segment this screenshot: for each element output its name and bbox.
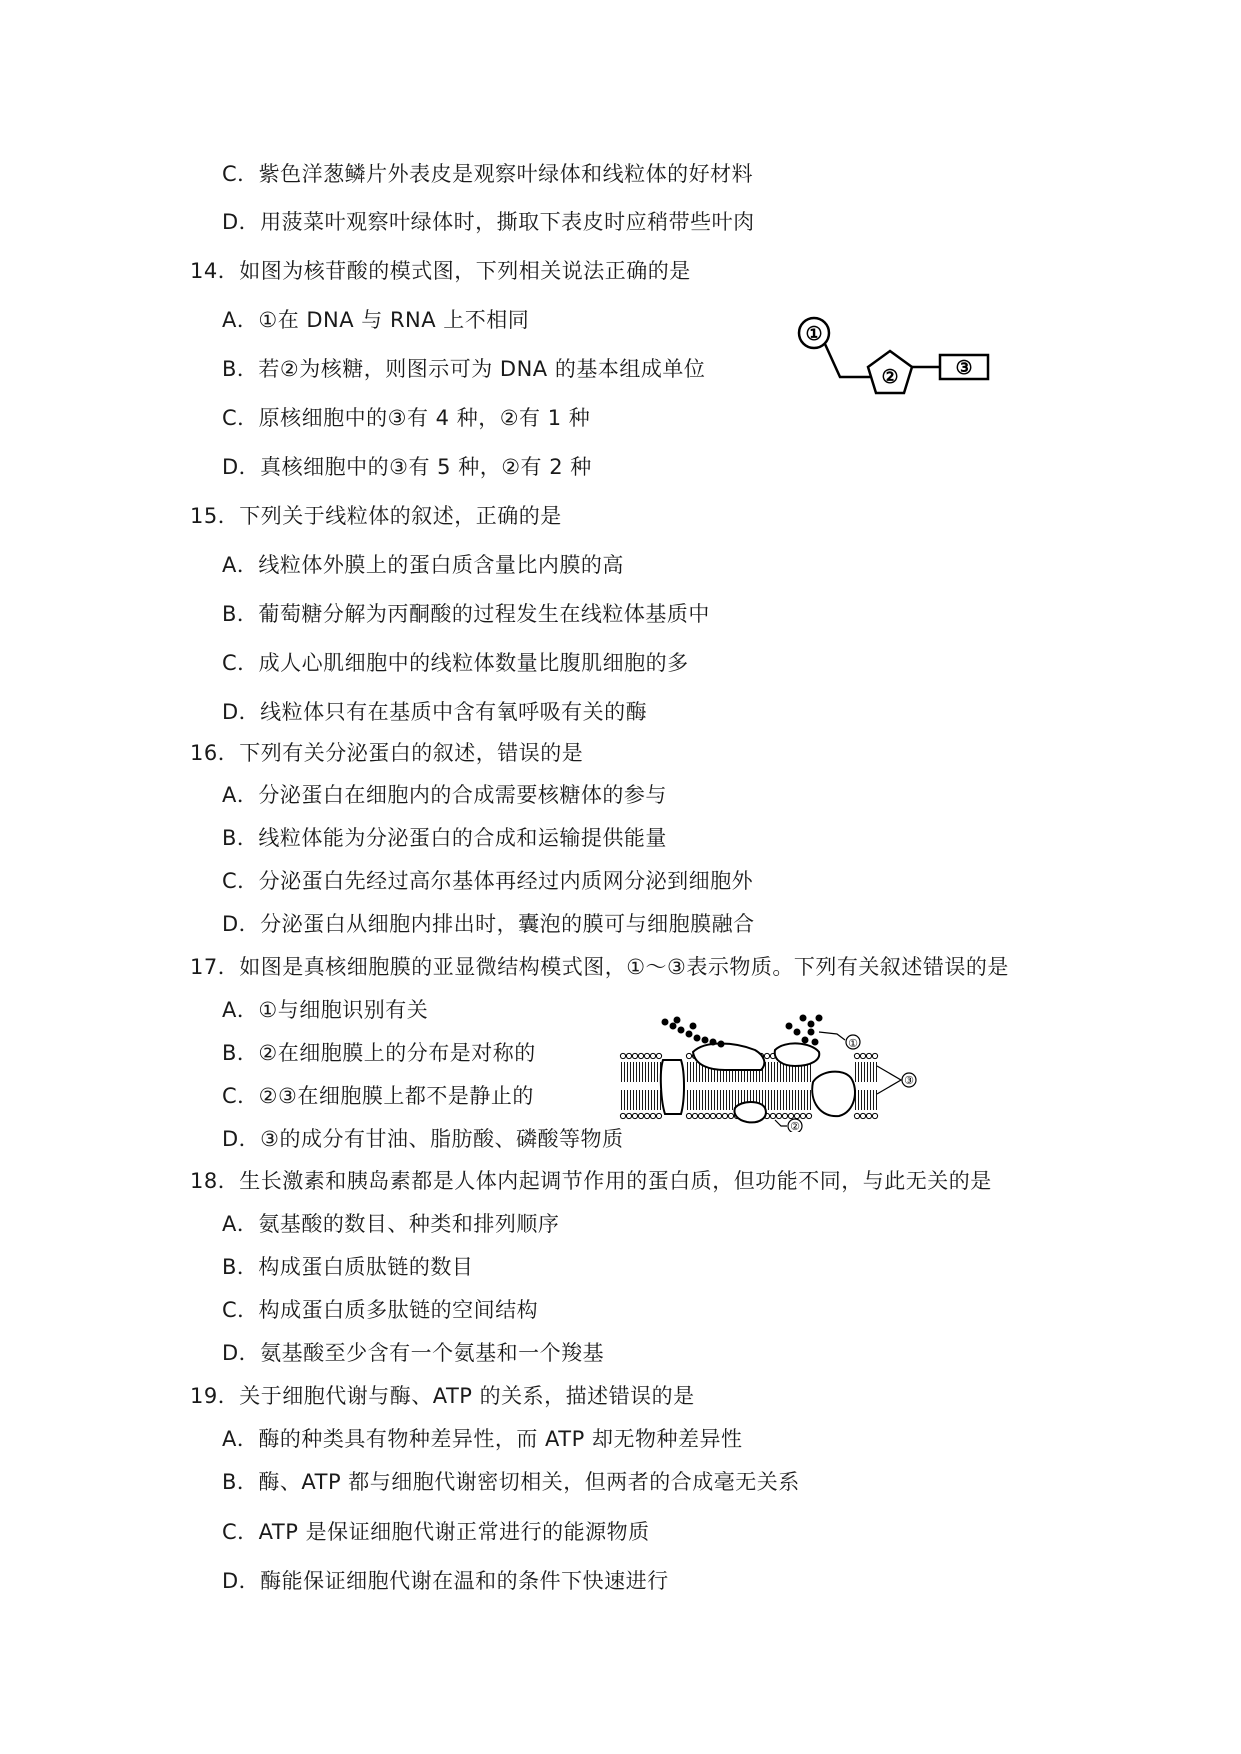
- phospholipid-head: [644, 1053, 649, 1058]
- q19-option-a: A．酶的种类具有物种差异性，而 ATP 却无物种差异性: [222, 1427, 743, 1451]
- q17-stem: 17．如图是真核细胞膜的亚显微结构模式图，①～③表示物质。下列有关叙述错误的是: [190, 955, 1009, 979]
- phospholipid-head: [620, 1113, 625, 1118]
- q14-option-c: C．原核细胞中的③有 4 种，②有 1 种: [222, 406, 591, 430]
- label-line-2: [775, 1120, 787, 1126]
- phospholipid-head: [632, 1113, 637, 1118]
- phosphate-bond: [825, 344, 870, 377]
- phospholipid-tail: [868, 1062, 871, 1082]
- glycoprotein-chain-right: [786, 1015, 823, 1046]
- phospholipid-tail: [628, 1090, 631, 1110]
- phospholipid-head: [866, 1113, 871, 1118]
- phospholipid-tail: [808, 1090, 811, 1110]
- phospholipid-head: [638, 1053, 643, 1058]
- q15-option-b: B．葡萄糖分解为丙酮酸的过程发生在线粒体基质中: [222, 602, 710, 626]
- label-3: ③: [904, 1074, 914, 1087]
- phospholipid-tail: [622, 1062, 625, 1082]
- phospholipid-head: [686, 1053, 691, 1058]
- transmembrane-protein-left: [661, 1060, 684, 1114]
- phospholipid-tail: [646, 1090, 649, 1110]
- label-2: ②: [790, 1120, 800, 1132]
- phospholipid-tail: [862, 1062, 865, 1082]
- phospholipid-head: [638, 1113, 643, 1118]
- phospholipid-head: [872, 1053, 877, 1058]
- phospholipid-head: [626, 1053, 631, 1058]
- q15-option-d: D．线粒体只有在基质中含有氧呼吸有关的酶: [222, 700, 648, 724]
- phospholipid-tail: [802, 1090, 805, 1110]
- phospholipid-tail: [874, 1062, 877, 1082]
- phospholipid-tail: [796, 1090, 799, 1110]
- label-line-3: [877, 1066, 901, 1094]
- q19-option-c: C．ATP 是保证细胞代谢正常进行的能源物质: [222, 1520, 650, 1544]
- phospholipid-tail: [778, 1090, 781, 1110]
- phospholipid-head: [860, 1113, 865, 1118]
- phospholipid-head: [872, 1113, 877, 1118]
- phospholipid-head: [626, 1113, 631, 1118]
- phospholipid-tail: [688, 1090, 691, 1110]
- phospholipid-tail: [730, 1090, 733, 1110]
- phospholipid-tail: [766, 1090, 769, 1110]
- q15-option-c: C．成人心肌细胞中的线粒体数量比腹肌细胞的多: [222, 651, 689, 675]
- phospholipid-tail: [628, 1062, 631, 1082]
- phospholipid-head: [716, 1113, 721, 1118]
- phospholipid-tail: [700, 1090, 703, 1110]
- phospholipid-tail: [772, 1062, 775, 1082]
- q17-option-c: C．②③在细胞膜上都不是静止的: [222, 1084, 534, 1108]
- q18-option-c: C．构成蛋白质多肽链的空间结构: [222, 1298, 539, 1322]
- phospholipid-head: [770, 1113, 775, 1118]
- q14-option-a: A．①在 DNA 与 RNA 上不相同: [222, 308, 530, 332]
- phospholipid-head: [728, 1113, 733, 1118]
- phospholipid-head: [644, 1113, 649, 1118]
- peripheral-protein-bottom: [735, 1102, 766, 1122]
- q18-option-a: A．氨基酸的数目、种类和排列顺序: [222, 1212, 560, 1236]
- phospholipid-tail: [634, 1090, 637, 1110]
- q19-option-d: D．酶能保证细胞代谢在温和的条件下快速进行: [222, 1569, 669, 1593]
- phospholipid-head: [866, 1053, 871, 1058]
- phospholipid-tail: [652, 1090, 655, 1110]
- q16-option-d: D．分泌蛋白从细胞内排出时，囊泡的膜可与细胞膜融合: [222, 912, 755, 936]
- phospholipid-head: [710, 1113, 715, 1118]
- phospholipid-head: [704, 1113, 709, 1118]
- q17-option-a: A．①与细胞识别有关: [222, 998, 429, 1022]
- q15-option-a: A．线粒体外膜上的蛋白质含量比内膜的高: [222, 553, 624, 577]
- phospholipid-head: [650, 1113, 655, 1118]
- phospholipid-head: [650, 1053, 655, 1058]
- phospholipid-head: [620, 1053, 625, 1058]
- phospholipid-tail: [778, 1062, 781, 1082]
- phospholipid-head: [632, 1053, 637, 1058]
- nucleotide-diagram: [790, 315, 1000, 400]
- phospholipid-head: [776, 1113, 781, 1118]
- q14-option-b: B．若②为核糖，则图示可为 DNA 的基本组成单位: [222, 357, 706, 381]
- phospholipid-head: [692, 1113, 697, 1118]
- phospholipid-tail: [718, 1090, 721, 1110]
- phospholipid-tail: [856, 1062, 859, 1082]
- q16-option-c: C．分泌蛋白先经过高尔基体再经过内质网分泌到细胞外: [222, 869, 754, 893]
- phospholipid-head: [722, 1113, 727, 1118]
- phospholipid-tail: [694, 1090, 697, 1110]
- phospholipid-head: [806, 1113, 811, 1118]
- phospholipid-head: [854, 1053, 859, 1058]
- q16-stem: 16．下列有关分泌蛋白的叙述，错误的是: [190, 741, 584, 765]
- phospholipid-tail: [874, 1090, 877, 1110]
- phospholipid-head: [656, 1113, 661, 1118]
- base-label: ③: [955, 357, 973, 379]
- phospholipid-tail: [646, 1062, 649, 1082]
- phospholipid-head: [782, 1113, 787, 1118]
- transmembrane-protein-center: [693, 1044, 764, 1071]
- cell-membrane-diagram: [615, 1012, 925, 1132]
- q19-stem: 19．关于细胞代谢与酶、ATP 的关系，描述错误的是: [190, 1384, 695, 1408]
- phospholipid-head: [854, 1113, 859, 1118]
- q15-stem: 15．下列关于线粒体的叙述，正确的是: [190, 504, 562, 528]
- peripheral-protein-top: [775, 1043, 820, 1066]
- phospholipid-tail: [622, 1090, 625, 1110]
- phospholipid-tail: [634, 1062, 637, 1082]
- phospholipid-tail: [724, 1090, 727, 1110]
- q17-option-b: B．②在细胞膜上的分布是对称的: [222, 1041, 536, 1065]
- phospholipid-tail: [790, 1090, 793, 1110]
- label-line-1: [819, 1032, 845, 1040]
- phospholipid-tail: [688, 1062, 691, 1082]
- label-1: ①: [848, 1037, 858, 1050]
- phospholipid-tail: [862, 1090, 865, 1110]
- phospholipid-tail: [712, 1090, 715, 1110]
- phospholipid-tail: [658, 1090, 661, 1110]
- phospholipid-tail: [640, 1062, 643, 1082]
- phospholipid-head: [860, 1053, 865, 1058]
- glycoprotein-chain-left: [662, 1017, 725, 1048]
- phospholipid-tail: [868, 1090, 871, 1110]
- q16-option-b: B．线粒体能为分泌蛋白的合成和运输提供能量: [222, 826, 667, 850]
- phospholipid-tail: [766, 1062, 769, 1082]
- q14-stem: 14．如图为核苷酸的模式图，下列相关说法正确的是: [190, 259, 691, 283]
- phospholipid-tail: [652, 1062, 655, 1082]
- phospholipid-head: [656, 1053, 661, 1058]
- q13-option-c: C．紫色洋葱鳞片外表皮是观察叶绿体和线粒体的好材料: [222, 162, 754, 186]
- phospholipid-tail: [706, 1090, 709, 1110]
- q13-option-d: D．用菠菜叶观察叶绿体时，撕取下表皮时应稍带些叶肉: [222, 210, 755, 234]
- phosphate-label: ①: [805, 323, 823, 345]
- phospholipid-head: [698, 1113, 703, 1118]
- transmembrane-protein-right: [812, 1072, 855, 1117]
- phospholipid-tail: [772, 1090, 775, 1110]
- q17-option-d: D．③的成分有甘油、脂肪酸、磷酸等物质: [222, 1127, 624, 1151]
- phospholipid-head: [794, 1113, 799, 1118]
- phospholipid-tail: [640, 1090, 643, 1110]
- phospholipid-head: [800, 1113, 805, 1118]
- phospholipid-head: [764, 1053, 769, 1058]
- q18-option-b: B．构成蛋白质肽链的数目: [222, 1255, 474, 1279]
- phospholipid-head: [788, 1113, 793, 1118]
- q18-stem: 18．生长激素和胰岛素都是人体内起调节作用的蛋白质，但功能不同，与此无关的是: [190, 1169, 992, 1193]
- q16-option-a: A．分泌蛋白在细胞内的合成需要核糖体的参与: [222, 783, 667, 807]
- sugar-label: ②: [881, 366, 899, 388]
- q19-option-b: B．酶、ATP 都与细胞代谢密切相关，但两者的合成毫无关系: [222, 1470, 800, 1494]
- phospholipid-head: [686, 1113, 691, 1118]
- phospholipid-tail: [694, 1062, 697, 1082]
- phospholipid-tail: [784, 1090, 787, 1110]
- q18-option-d: D．氨基酸至少含有一个氨基和一个羧基: [222, 1341, 605, 1365]
- q14-option-d: D．真核细胞中的③有 5 种，②有 2 种: [222, 455, 592, 479]
